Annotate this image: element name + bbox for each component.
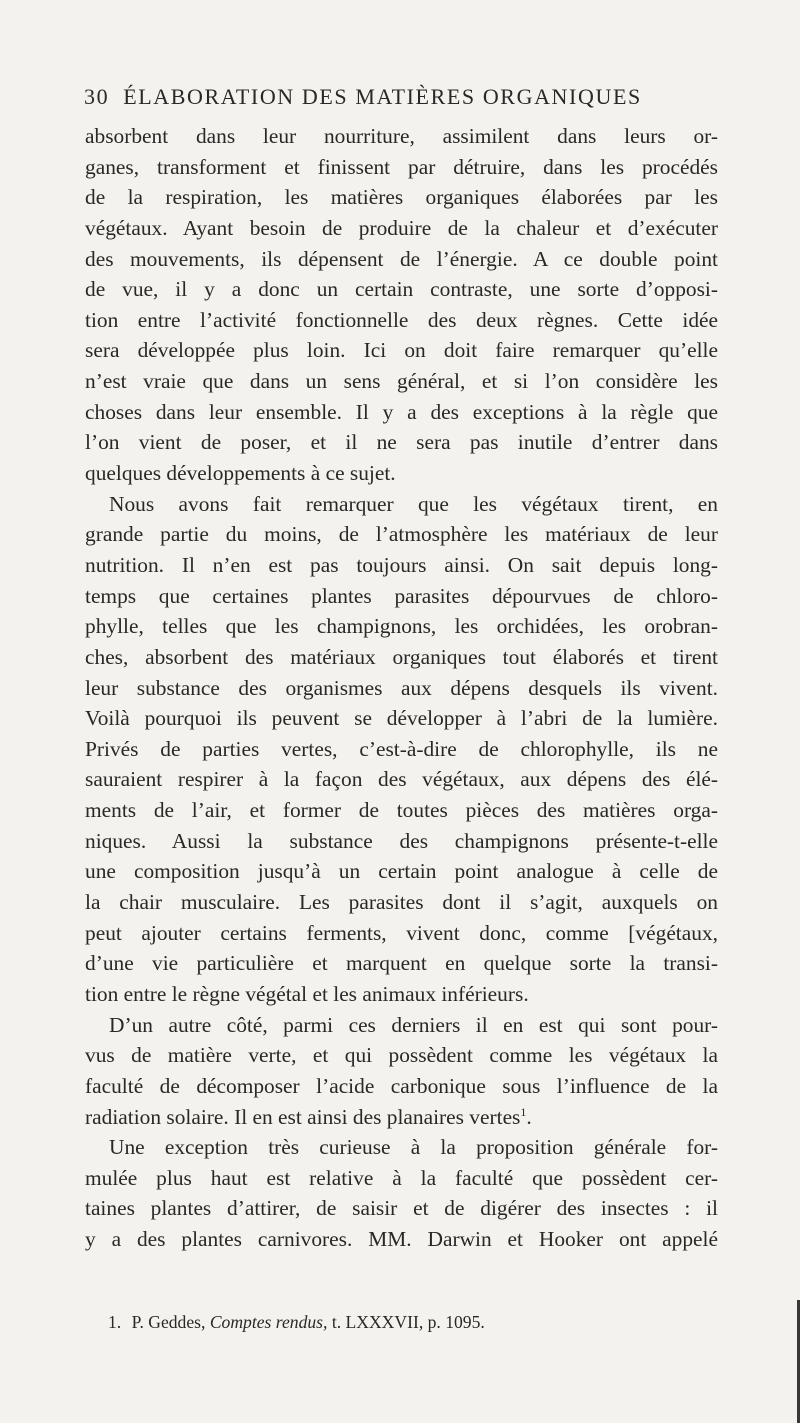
text-line: tion entre le règne végétal et les animaux inférieurs. — [85, 981, 529, 1006]
text-line: Une exception très curieuse à la proposition générale for- — [109, 1135, 718, 1160]
text-line: sera développée plus loin. Ici on doit faire remarquer qu’elle — [85, 338, 718, 363]
text-line: ments de l’air, et former de toutes pièces des matières orga- — [85, 798, 718, 823]
text-line: de la respiration, les matières organiques élaborées par les — [85, 185, 718, 210]
text-line — [85, 1102, 718, 1133]
text-line: leur substance des organismes aux dépens desquels ils vivent. — [85, 675, 718, 700]
text-line: de vue, il y a donc un certain contraste, une sorte d’opposi- — [85, 277, 718, 302]
text-line: sauraient respirer à la façon des végétaux, aux dépens des élé- — [85, 767, 718, 792]
text-line: vus de matière verte, et qui possèdent comme les végétaux la — [85, 1043, 718, 1068]
text-line: végétaux. Ayant besoin de produire de la chaleur et d’exécuter — [85, 215, 718, 240]
chapter-title: ÉLABORATION DES MATIÈRES ORGANIQUES — [123, 84, 642, 109]
footnote-reference: 1 — [520, 1104, 527, 1119]
text-line: grande partie du moins, de l’atmosphère les matériaux de leur — [85, 522, 718, 547]
text-line: phylle, telles que les champignons, les orchidées, les orobran- — [85, 614, 718, 639]
text-line: y a des plantes carnivores. MM. Darwin et Hooker ont appelé — [85, 1227, 718, 1252]
footnote-source: Comptes rendus, — [209, 1312, 328, 1332]
text-line: des mouvements, ils dépensent de l’énergie. A ce double point — [85, 246, 718, 271]
text-line: une composition jusqu’à un certain point analogue à celle de — [85, 859, 718, 884]
text-line: temps que certaines plantes parasites dépourvues de chloro- — [85, 583, 718, 608]
text-line: absorbent dans leur nourriture, assimilent dans leurs or- — [85, 124, 718, 148]
text-line: D’un autre côté, parmi ces derniers il en est qui sont pour- — [109, 1012, 718, 1037]
footnote — [108, 1311, 708, 1333]
text-line: faculté de décomposer l’acide carbonique sous l’influence de la — [85, 1073, 718, 1098]
text-line: Nous avons fait remarquer que les végétaux tirent, en — [109, 491, 718, 516]
text-line: Privés de parties vertes, c’est-à-dire de chlorophylle, ils ne — [85, 736, 718, 761]
text-line: peut ajouter certains ferments, vivent donc, comme [végétaux, — [85, 920, 718, 945]
text-line: nutrition. Il n’en est pas toujours ainsi. On sait depuis long- — [85, 552, 718, 577]
text-line: choses dans leur ensemble. Il y a des exceptions à la règle que — [85, 399, 718, 424]
text-line: taines plantes d’attirer, de saisir et de digérer des insectes : il — [85, 1196, 718, 1221]
text-line: mulée plus haut est relative à la faculté que possèdent cer- — [85, 1165, 718, 1190]
text-line: tion entre l’activité fonctionnelle des deux règnes. Cette idée — [85, 307, 718, 332]
body-text — [85, 121, 718, 1255]
footnote-author: P. Geddes, — [131, 1312, 206, 1332]
footnote-reference-period: . — [526, 1104, 532, 1129]
page-number: 30 — [84, 84, 110, 109]
footnote-detail: t. LXXXVII, p. 1095. — [331, 1312, 485, 1332]
text-line: l’on vient de poser, et il ne sera pas inutile d’entrer dans — [85, 430, 718, 455]
text-line: niques. Aussi la substance des champignons présente-t-elle — [85, 828, 718, 853]
text-line: la chair musculaire. Les parasites dont il s’agit, auxquels on — [85, 890, 718, 915]
text-line-content: radiation solaire. Il en est ainsi des planaires vertes — [85, 1104, 521, 1129]
running-head — [84, 84, 724, 110]
text-line: Voilà pourquoi ils peuvent se développer à l’abri de la lumière. — [85, 706, 718, 731]
text-line: ganes, transforment et finissent par détruire, dans les procédés — [85, 154, 718, 179]
text-line: n’est vraie que dans un sens général, et si l’on considère les — [85, 369, 718, 394]
text-line: d’une vie particulière et marquent en quelque sorte la transi- — [85, 951, 718, 976]
text-line: quelques développements à ce sujet. — [85, 461, 396, 486]
text-line: ches, absorbent des matériaux organiques tout élaborés et tirent — [85, 644, 718, 669]
footnote-number: 1. — [108, 1312, 122, 1332]
